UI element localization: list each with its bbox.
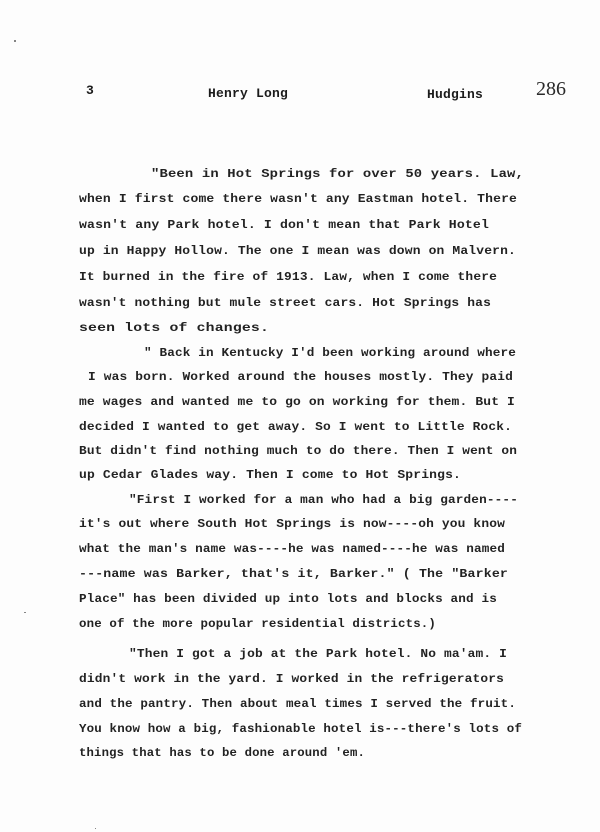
body-line-21: didn't work in the yard. I worked in the refrigerators: [79, 672, 504, 686]
folio-number: 286: [536, 78, 566, 100]
paper-speck: [95, 828, 96, 829]
paper-speck: [14, 40, 16, 42]
county-name: Hudgins: [427, 87, 484, 102]
body-line-15: it's out where South Hot Springs is now----oh you know: [79, 517, 505, 531]
page-number: 3: [86, 83, 95, 98]
body-line-2: when I first come there wasn't any Eastman hotel. There: [79, 192, 518, 206]
body-line-18: Place" has been divided up into lots and blocks and is: [79, 592, 498, 606]
body-line-14: "First I worked for a man who had a big garden----: [129, 493, 518, 507]
body-line-4: up in Happy Hollow. The one I mean was down on Malvern.: [79, 244, 516, 258]
body-line-8: " Back in Kentucky I'd been working around where: [144, 346, 516, 360]
body-line-3: wasn't any Park hotel. I don't mean that Park Hotel: [79, 218, 490, 232]
body-line-16: what the man's name was----he was named----he was named: [79, 542, 506, 556]
body-line-24: things that has to be done around 'em.: [79, 746, 366, 760]
body-line-11: decided I wanted to get away. So I went to Little Rock.: [79, 420, 512, 434]
body-line-23: You know how a big, fashionable hotel is---there's lots of: [79, 722, 523, 736]
body-line-12: But didn't find nothing much to do there. Then I went on: [79, 444, 518, 458]
body-line-7: seen lots of changes.: [79, 321, 270, 335]
body-line-1: "Been in Hot Springs for over 50 years. Law,: [151, 167, 525, 181]
paper-speck: [24, 612, 26, 613]
body-line-20: "Then I got a job at the Park hotel. No ma'am. I: [129, 647, 507, 661]
body-line-13: up Cedar Glades way. Then I come to Hot Springs.: [79, 468, 462, 482]
body-line-5: It burned in the fire of 1913. Law, when I come there: [79, 270, 497, 284]
informant-name: Henry Long: [208, 86, 289, 101]
body-line-22: and the pantry. Then about meal times I served the fruit.: [79, 697, 517, 711]
body-line-10: me wages and wanted me to go on working for them. But I: [79, 395, 515, 409]
body-line-17: ---name was Barker, that's it, Barker." ( The "Barker: [79, 567, 509, 581]
body-line-6: wasn't nothing but mule street cars. Hot Springs has: [79, 296, 492, 310]
body-line-9: I was born. Worked around the houses mostly. They paid: [88, 370, 513, 384]
body-line-19: one of the more popular residential districts.): [79, 617, 436, 631]
